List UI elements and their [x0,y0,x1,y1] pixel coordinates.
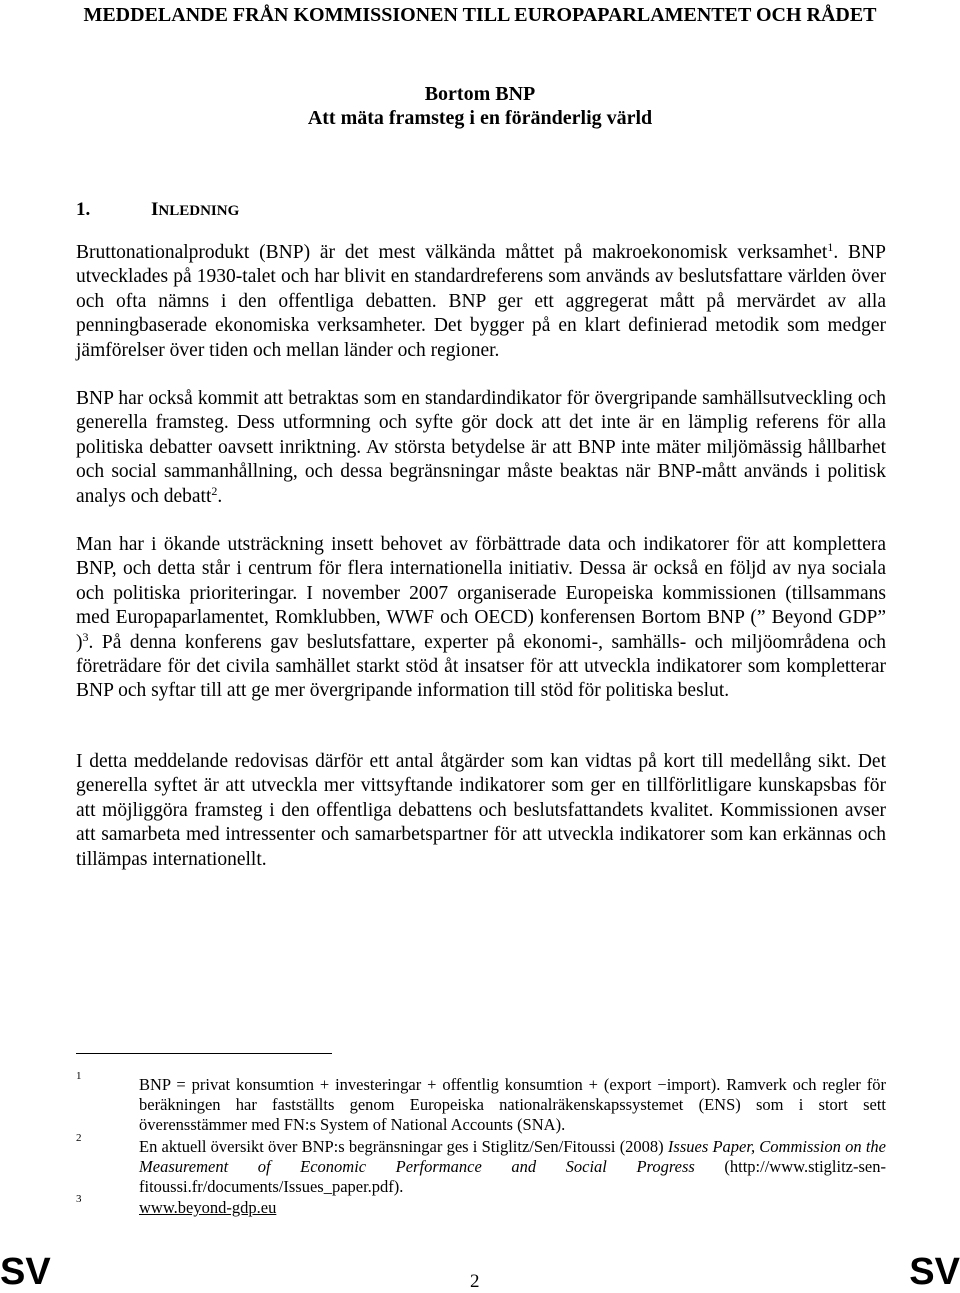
document-title: MEDDELANDE FRÅN KOMMISSIONEN TILL EUROPAPARLAMENTET OCH RÅDET [83,4,877,26]
footnote-2-text-a: En aktuell översikt över BNP:s begränsningar ges i Stiglitz/Sen/Fitoussi (2008) [139,1137,668,1156]
section-heading [76,198,239,223]
language-code-left: SV [0,1251,51,1293]
paragraph-4 [76,750,886,872]
paragraph-2-text-b: . [217,485,223,507]
subtitle-line-2: Att mäta framsteg i en föränderlig värld [307,107,653,129]
subtitle-line-1: Bortom BNP [424,83,536,105]
paragraph-1-text-a: Bruttonationalprodukt (BNP) är det mest välkända måttet på makroekonomisk verksamhet [76,242,828,263]
footnote-3-number: 3 [76,1193,82,1205]
paragraph-3-text-a: Man har i ökande utsträckning insett behovet av förbättrade data och indikatorer för att komplettera BNP, och detta står i centrum för flera internationella initiativ. Dessa är också en följd av nya sociala och politiska prioriteringar. I november 2007 organiserade Europeiska kommissionen (tillsammans med Europaparlamentet, Romklubben, WWF och OECD) konferensen Bortom BNP (” Beyond GDP” ) [76,534,886,653]
footnote-1-text: BNP = privat konsumtion + investeringar + offentlig konsumtion + (export −import). Ramverk och regler för beräkningen har fastställts genom Europeiska nationalräkenskapssystemet (ENS) som i stort sett överensstämmer med FN:s System of National Accounts (SNA). [139,1075,886,1134]
footnote-separator [76,1053,332,1054]
page-number: 2 [470,1271,480,1292]
footnote-ref-1[interactable]: 1 [827,240,834,254]
footnote-3-link[interactable]: www.beyond-gdp.eu [139,1198,277,1217]
footnote-1-number: 1 [76,1070,82,1082]
paragraph-4-text: I detta meddelande redovisas därför ett antal åtgärder som kan vidtas på kort till medellång sikt. Det generella syftet är att utveckla mer vittsyftande indikatorer som ger en tillförlitligare kunskapsbas för att möjliggöra framsteg i den offentliga debattens och beslutsfattandets kvalitet. Kommissionen avser att samarbeta med intressenter och samarbetspartner för att utveckla indikatorer som kan erkännas och tillämpas internationellt. [76,751,886,870]
document-subtitle [60,82,900,130]
footnote-ref-3[interactable]: 3 [82,629,89,644]
footnote-2-italic-title: Issues Paper, Commission on the Measurement of Economic Performance and Social Progress [139,1137,886,1176]
section-heading-rest: NLEDNING [158,203,240,219]
footnote-2-number: 2 [76,1132,82,1144]
footnote-2-text [139,1137,886,1197]
paragraph-1 [76,241,886,363]
footnote-ref-2[interactable]: 2 [211,483,218,498]
language-code-right: SV [909,1251,960,1293]
footnote-2-text-b: (http://www.stiglitz-sen-fitoussi.fr/documents/Issues_paper.pdf). [139,1157,886,1196]
section-heading-initial: I [151,199,159,220]
section-number: 1. [76,199,91,220]
paragraph-2-text-a: BNP har också kommit att betraktas som en standardindikator för övergripande samhällsutveckling och generella framsteg. Dess utformning och syfte gör dock att det inte är en lämplig referens för alla politiska debatter oavsett inriktning. Av största betydelse är att BNP inte mäter miljömässig hållbarhet och social sammanhållning, och dessa begränsningar måste beaktas när BNP-mått används i politisk analys och debatt [76,388,886,507]
footnote-3-text [139,1198,886,1218]
paragraph-2 [76,387,886,509]
paragraph-3 [76,533,886,704]
paragraph-3-text-b: . På denna konferens gav beslutsfattare, experter på ekonomi-, samhälls- och miljöområdena och företrädare för det civila samhället starkt stöd åt insatser för att utveckla indikatorer som kompletterar BNP och syftar till att ge mer övergripande information till stöd för politiska beslut. [76,631,886,702]
paragraph-1-text-b: . BNP utvecklades på 1930-talet och har blivit en standardreferens som används av beslutsfattare världen över och ofta nämns i den offentliga debatten. BNP ger ett aggregerat mått på mervärdet av alla penningbaserade ekonomiska verksamheter. Det bygger på en klart definierad metodik som medger jämförelser över tiden och mellan länder och regioner. [76,242,886,361]
